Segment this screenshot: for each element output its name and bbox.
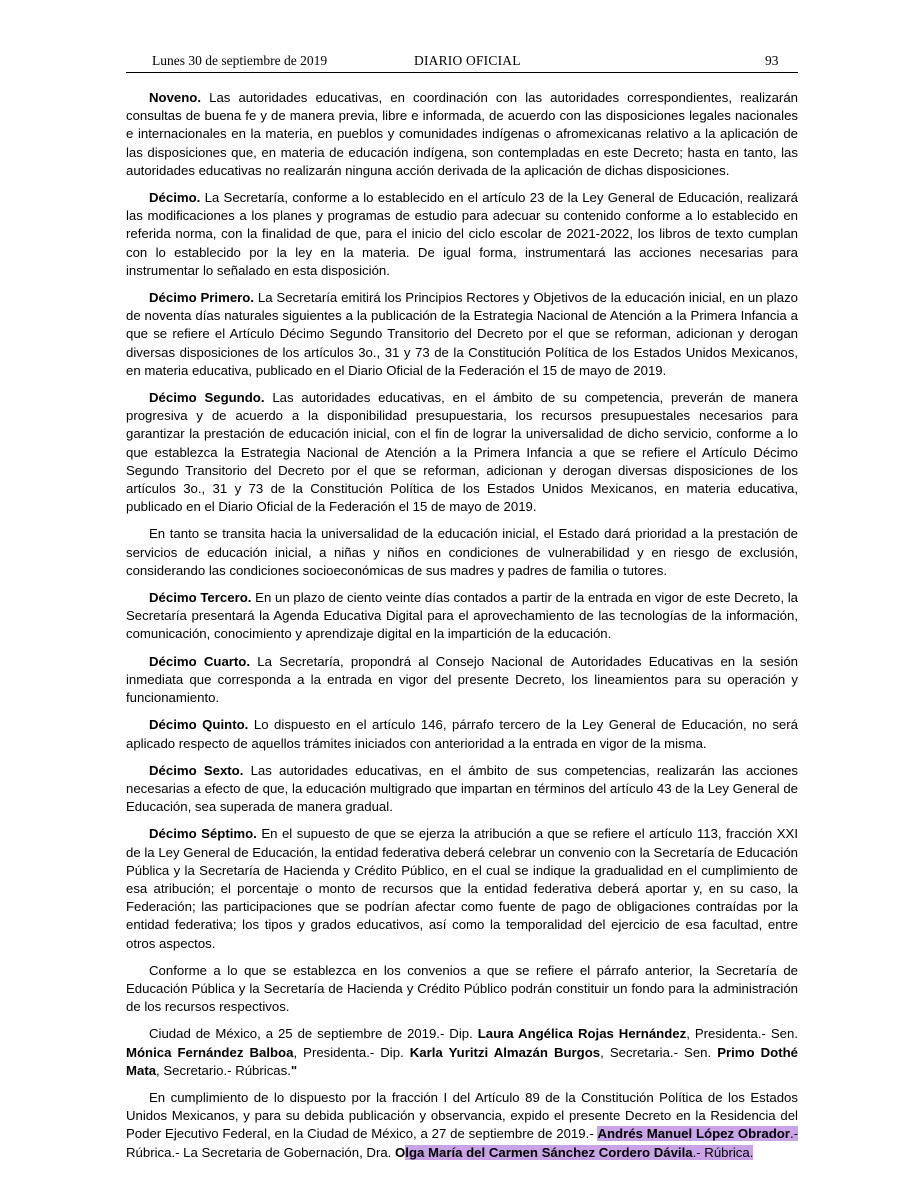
closing-text-highlighted: .- [789, 1126, 798, 1142]
article-lead: Décimo Tercero. [149, 590, 252, 606]
paragraph-text: En el supuesto de que se ejerza la atribución a que se refiere el artículo 113, fracción XXI de la Ley General de Educación, la entidad federativa deberá celebrar un convenio con la Secretaría de Educación Pública y la Secretaría de Hacienda y Crédito Público, en el cual se indique la gradualidad en el cumplimiento de esa atribución; el porcentaje o monto de recursos que la entidad federativa deberá aportar y, en su caso, la Federación; las participaciones que se podrían afectar como fuente de pago de obligaciones contraídas por la entidad federativa; los tipos y grados educativos, así como la temporalidad del ejercicio de esa facultad, entre otros aspectos. [126, 826, 798, 951]
article-lead: Décimo Quinto. [149, 717, 249, 733]
paragraph-text: En tanto se transita hacia la universalidad de la educación inicial, el Estado dará prioridad a la prestación de servicios de educación inicial, a niñas y niños en condiciones de vulnerabilidad y en riesgo de exclusión, considerando las condiciones socioeconómicas de sus madres y padres de familia o tutores. [126, 526, 798, 578]
paragraph-text: Lo dispuesto en el artículo 146, párrafo tercero de la Ley General de Educación, no será aplicado respecto de aquellos trámites iniciados con anterioridad a la entrada en vigor de la misma. [126, 717, 798, 751]
header-page-number: 93 [765, 53, 779, 68]
closing-text: En cumplimiento de lo dispuesto por la fracción I del Artículo 89 de la Constitución Política de los Estados Unidos Mexicanos, y para su debida publicación y observancia, expido el presente Decreto en la Residencia del Poder Ejecutivo Federal, en la Ciudad de México, a 27 de septiembre de 2019.- [126, 1089, 798, 1142]
paragraph-text: En un plazo de ciento veinte días contados a partir de la entrada en vigor de este Decreto, la Secretaría presentará la Agenda Educativa Digital para el aprovechamiento de las tecnologías de la información, comunicación, conocimiento y aprendizaje digital en la impartición de la educación. [126, 590, 798, 642]
signatory-name: Mónica Fernández Balboa [126, 1044, 294, 1060]
secretary-name-initial: O [395, 1144, 406, 1160]
paragraph-decimo [126, 189, 798, 280]
paragraph-decimo-primero [126, 289, 798, 380]
closing-quote: " [290, 1062, 298, 1078]
article-lead: Décimo Cuarto. [149, 653, 251, 669]
article-lead: Décimo Segundo. [149, 390, 265, 406]
paragraph-decimo-cuarto [126, 653, 798, 708]
paragraph-decimo-segundo [126, 389, 798, 516]
article-lead: Décimo Séptimo. [149, 826, 257, 842]
closing-text: Rúbrica.- La Secretaria de Gobernación, Dra. [126, 1144, 396, 1160]
paragraph-text: La Secretaría emitirá los Principios Rectores y Objetivos de la educación inicial, en un plazo de noventa días naturales siguientes a la publicación de la Estrategia Nacional de Atención a la Primera Infancia a que se refiere el Artículo Décimo Segundo Transitorio del Decreto por el que se reforman, adicionan y derogan diversas disposiciones de los artículos 3o., 31 y 73 de la Constitución Política de los Estados Unidos Mexicanos, en materia educativa, publicado en el Diario Oficial de la Federación el 15 de mayo de 2019. [126, 290, 798, 378]
page-header [126, 52, 798, 73]
article-lead: Noveno. [149, 90, 202, 105]
signature-text: , Presidenta.- Sen. [686, 1026, 798, 1042]
paragraph-text: La Secretaría, propondrá al Consejo Nacional de Autoridades Educativas en la sesión inmediata que corresponda a la entrada en vigor del presente Decreto, los lineamientos para su operación y funcionamiento. [126, 653, 798, 706]
signature-text: Ciudad de México, a 25 de septiembre de 2019.- Dip. [149, 1026, 478, 1042]
document-body [126, 89, 798, 1162]
paragraph-decimo-quinto [126, 716, 798, 752]
paragraph-noveno [126, 89, 798, 180]
signatory-name: Karla Yuritzi Almazán Burgos [409, 1044, 601, 1060]
paragraph-text: Conforme a lo que se establezca en los convenios a que se refiere el párrafo anterior, la Secretaría de Educación Pública y la Secretaría de Hacienda y Crédito Público podrán constituir un fondo para la administración de los recursos respectivos. [126, 962, 798, 1015]
signature-text: , Secretaria.- Sen. [600, 1044, 718, 1060]
article-lead: Décimo Sexto. [149, 762, 244, 778]
closing-rubrica-highlighted: .- Rúbrica. [692, 1144, 754, 1160]
secretary-name-highlighted: lga María del Carmen Sánchez Cordero Dávila [405, 1144, 693, 1160]
signature-text: , Presidenta.- Dip. [293, 1044, 410, 1060]
paragraph-educacion-inicial [126, 525, 798, 580]
article-lead: Décimo. [149, 190, 201, 206]
paragraph-text: Las autoridades educativas, en el ámbito de su competencia, preverán de manera progresiva y de acuerdo a la disponibilidad presupuestaria, los recursos presupuestales necesarios para garantizar la prestación de educación inicial, con el fin de lograr la universalidad de dicho servicio, conforme a lo que establezca la Estrategia Nacional de Atención a la Primera Infancia a que se refiere el Artículo Décimo Segundo Transitorio del Decreto por el que se reforman, adicionan y derogan diversas disposiciones de los artículos 3o., 31 y 73 de la Constitución Política de los Estados Unidos Mexicanos, en materia educativa, publicado en el Diario Oficial de la Federación el 15 de mayo de 2019. [126, 390, 798, 515]
paragraph-text: Las autoridades educativas, en coordinación con las autoridades correspondientes, realizarán consultas de buena fe y de manera previa, libre e informada, de acuerdo con las disposiciones legales nacionales e internacionales en la materia, en pueblos y comunidades indígenas o afromexicanas relativo a la aplicación de las disposiciones que, en materia de educación indígena, son contempladas en este Decreto; hasta en tanto, las autoridades educativas no realizarán ninguna acción derivada de la aplicación de dichas disposiciones. [126, 90, 798, 178]
paragraph-decimo-septimo [126, 825, 798, 952]
header-title: DIARIO OFICIAL [414, 53, 521, 68]
signatory-name: Primo Dothé Mata [126, 1044, 798, 1078]
paragraph-decimo-sexto [126, 762, 798, 817]
paragraph-decimo-tercero [126, 589, 798, 644]
article-lead: Décimo Primero. [149, 290, 255, 306]
signatory-name: Laura Angélica Rojas Hernández [477, 1026, 687, 1042]
header-date: Lunes 30 de septiembre de 2019 [152, 53, 328, 68]
closing-paragraph [126, 1089, 798, 1162]
president-name-highlighted: Andrés Manuel López Obrador [597, 1126, 790, 1142]
document-page [126, 52, 798, 1171]
paragraph-convenios [126, 962, 798, 1017]
signature-paragraph [126, 1025, 798, 1080]
signature-text: , Secretario.- Rúbricas. [156, 1062, 291, 1078]
paragraph-text: Las autoridades educativas, en el ámbito de sus competencias, realizarán las acciones necesarias a efecto de que, la educación multigrado que impartan en términos del artículo 43 de la Ley General de Educación, sea superada de manera gradual. [126, 762, 798, 815]
paragraph-text: La Secretaría, conforme a lo establecido en el artículo 23 de la Ley General de Educación, realizará las modificaciones a los planes y programas de estudio para adecuar su contenido conforme a lo establecido en referida norma, con la finalidad de que, para el inicio del ciclo escolar de 2021-2022, los libros de texto cumplan con lo establecido por la ley en la materia. De igual forma, instrumentará las acciones necesarias para instrumentar lo señalado en esta disposición. [126, 190, 798, 278]
